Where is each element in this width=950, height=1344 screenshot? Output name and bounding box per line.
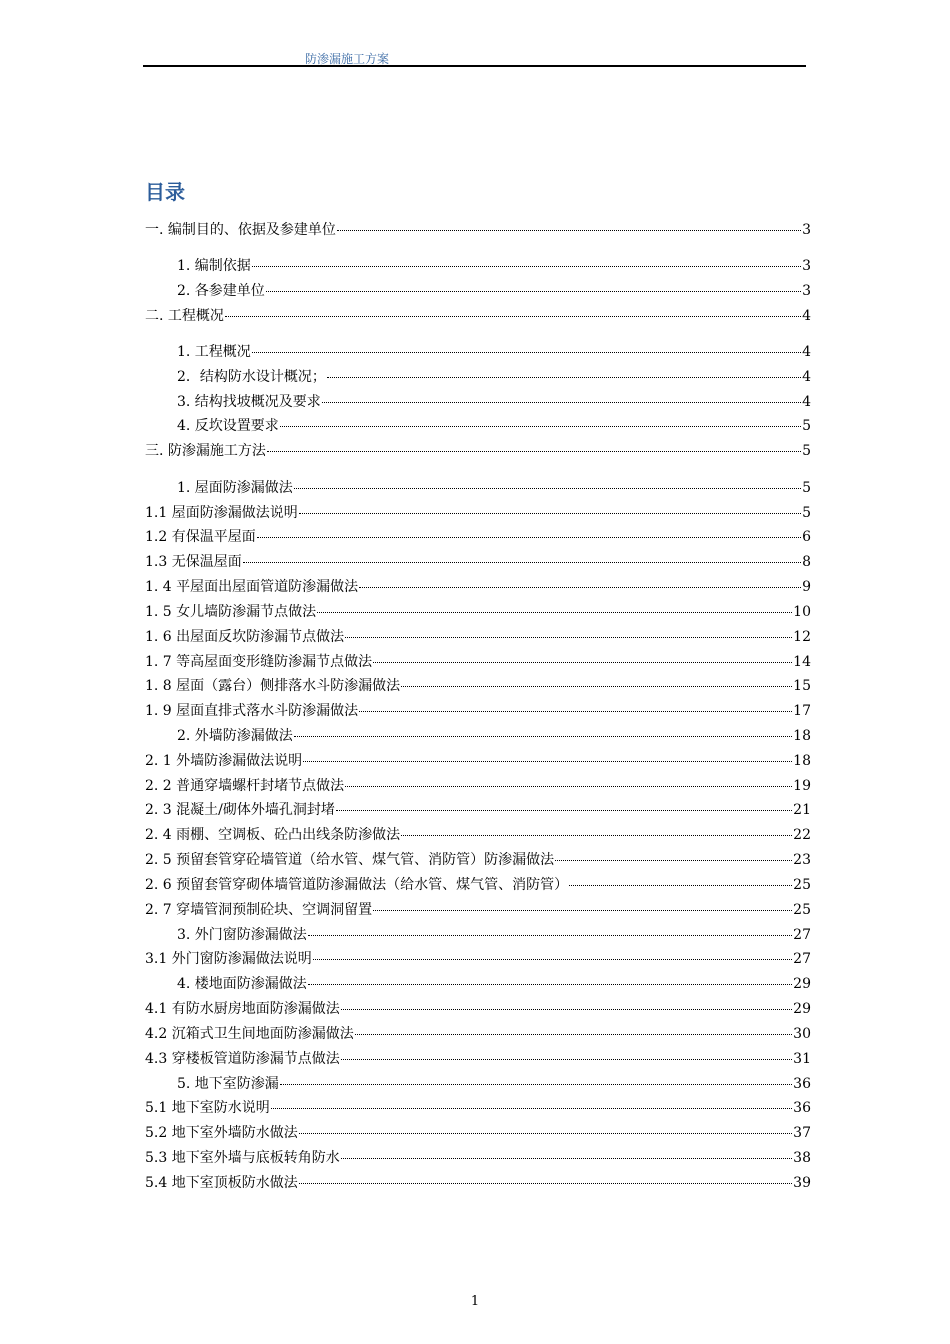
toc-entry-text: 1. 屋面防渗漏做法 [177,480,293,496]
toc-leader [271,1108,792,1109]
toc-entry-text: 1. 5 女儿墙防渗漏节点做法 [145,604,317,620]
toc-leader [252,266,801,267]
toc-entry[interactable] [145,416,811,436]
toc-entry-text: 三. 防渗漏施工方法 [145,443,266,459]
toc-entry-page: 27 [793,951,811,967]
toc-leader [294,488,801,489]
toc-entry[interactable] [145,577,811,597]
toc-entry[interactable] [145,999,811,1019]
toc-leader [345,786,792,787]
toc-entry[interactable] [145,1098,811,1118]
toc-entry[interactable] [145,342,811,362]
page-number: 1 [470,1294,480,1309]
toc-title: 目录 [145,180,185,204]
toc-entry-text: 一. 编制目的、依据及参建单位 [145,222,336,238]
toc-leader [327,377,801,378]
toc-entry-text: 4. 反坎设置要求 [177,418,279,434]
toc-entry[interactable] [145,800,811,820]
toc-entry-page: 3 [802,222,811,238]
toc-entry[interactable] [145,503,811,523]
toc-entry-page: 8 [802,554,811,570]
toc-entry-text: 2. 1 外墙防渗漏做法说明 [145,753,303,769]
toc-leader [299,513,801,514]
toc-entry-page: 18 [793,728,811,744]
toc-leader [359,587,801,588]
toc-entry-page: 39 [793,1175,811,1191]
toc-entry-page: 27 [793,927,811,943]
toc-leader [257,537,801,538]
toc-entry-page: 36 [793,1100,811,1116]
toc-leader [308,984,792,985]
toc-entry-page: 5 [802,443,811,459]
toc-entry[interactable] [145,552,811,572]
toc-entry-page: 9 [802,579,811,595]
toc-entry-text: 2. 3 混凝土/砌体外墙孔洞封堵 [145,802,335,818]
toc-entry[interactable] [145,1074,811,1094]
toc-entry-text: 3. 结构找坡概况及要求 [177,394,321,410]
toc-entry[interactable] [145,220,811,240]
toc-entry[interactable] [145,1173,811,1193]
toc-leader [336,810,792,811]
toc-entry-page: 19 [793,778,811,794]
toc-entry-text: 5.2 地下室外墙防水做法 [145,1125,298,1141]
toc-leader [337,230,801,231]
toc-entry[interactable] [145,527,811,547]
toc-leader [243,562,801,563]
toc-entry-page: 5 [802,480,811,496]
toc-entry-page: 5 [802,418,811,434]
toc-leader [341,1059,792,1060]
toc-entry-page: 3 [802,283,811,299]
toc-entry-page: 31 [793,1051,811,1067]
toc-entry-text: 2. 5 预留套管穿砼墙管道（给水管、煤气管、消防管）防渗漏做法 [145,852,555,868]
toc-entry[interactable] [145,751,811,771]
toc-leader [359,711,792,712]
toc-entry-text: 4.2 沉箱式卫生间地面防渗漏做法 [145,1026,354,1042]
toc-entry-text: 1. 9 屋面直排式落水斗防渗漏做法 [145,703,359,719]
toc-entry[interactable] [145,392,811,412]
toc-entry-text: 4. 楼地面防渗漏做法 [177,976,307,992]
toc-entry-page: 36 [793,1076,811,1092]
toc-leader [294,736,792,737]
toc-leader [355,1034,792,1035]
toc-leader [280,1084,792,1085]
toc-entry-page: 29 [793,1001,811,1017]
toc-entry-page: 15 [793,678,811,694]
toc-entry[interactable] [145,825,811,845]
toc-entry-text: 1. 编制依据 [177,258,251,274]
toc-entry-page: 18 [793,753,811,769]
toc-entry[interactable] [145,1148,811,1168]
toc-entry[interactable] [145,949,811,969]
toc-entry-text: 5.4 地下室顶板防水做法 [145,1175,298,1191]
toc-leader [345,637,792,638]
toc-entry-page: 21 [793,802,811,818]
toc-entry[interactable] [145,1049,811,1069]
toc-entry-text: 1. 6 出屋面反坎防渗漏节点做法 [145,629,345,645]
toc-entry[interactable] [145,974,811,994]
toc-leader [341,1158,792,1159]
toc-entry[interactable] [145,1024,811,1044]
toc-entry-text: 4.1 有防水厨房地面防渗漏做法 [145,1001,340,1017]
toc-leader [280,426,801,427]
toc-entry-text: 1. 工程概况 [177,344,251,360]
toc-entry-text: 3. 外门窗防渗漏做法 [177,927,307,943]
toc-entry-text: 1.1 屋面防渗漏做法说明 [145,505,298,521]
toc-entry[interactable] [145,850,811,870]
toc-entry-text: 2. 外墙防渗漏做法 [177,728,293,744]
toc-leader [373,910,792,911]
toc-entry-page: 4 [802,394,811,410]
toc-leader [317,612,792,613]
toc-entry[interactable] [145,1123,811,1143]
toc-entry[interactable] [145,627,811,647]
toc-entry[interactable] [145,676,811,696]
toc-entry-text: 二. 工程概况 [145,308,224,324]
toc-entry-text: 2. 6 预留套管穿砌体墙管道防渗漏做法（给水管、煤气管、消防管） [145,877,569,893]
toc-leader [341,1009,792,1010]
toc-entry[interactable] [145,256,811,276]
toc-entry-page: 5 [802,505,811,521]
toc-entry-text: 1.2 有保温平屋面 [145,529,256,545]
toc-entry-page: 29 [793,976,811,992]
toc-leader [266,291,801,292]
header-rule [143,65,806,67]
toc-entry[interactable] [145,306,811,326]
toc-entry-page: 17 [793,703,811,719]
toc-leader [308,935,792,936]
running-header: 防渗漏施工方案 [305,52,390,66]
toc-entry-text: 4.3 穿楼板管道防渗漏节点做法 [145,1051,340,1067]
toc-entry-text: 1. 8 屋面（露台）侧排落水斗防渗漏做法 [145,678,401,694]
toc-leader [322,402,801,403]
toc-leader [555,860,792,861]
toc-leader [303,761,792,762]
toc-entry-page: 30 [793,1026,811,1042]
toc-entry-text: 2. 各参建单位 [177,283,265,299]
toc-entry[interactable] [145,875,811,895]
toc-entry-page: 25 [793,877,811,893]
toc-entry[interactable] [145,281,811,301]
toc-entry-text: 1. 7 等高屋面变形缝防渗漏节点做法 [145,654,373,670]
toc-entry-page: 4 [802,344,811,360]
toc-entry-page: 4 [802,369,811,385]
toc-entry-page: 14 [793,654,811,670]
toc-leader [313,959,792,960]
toc-entry-page: 3 [802,258,811,274]
toc-entry[interactable] [145,441,811,461]
toc-leader [299,1133,792,1134]
toc-entry-page: 37 [793,1125,811,1141]
toc-leader [569,885,792,886]
toc-leader [373,662,792,663]
toc-entry[interactable] [145,701,811,721]
toc-leader [252,352,801,353]
toc-entry-page: 12 [793,629,811,645]
toc-entry[interactable] [145,652,811,672]
toc-entry-page: 10 [793,604,811,620]
toc-entry[interactable] [145,367,811,387]
toc-entry-text: 2. 2 普通穿墙螺杆封堵节点做法 [145,778,345,794]
toc-leader [267,451,801,452]
toc-leader [225,316,801,317]
toc-entry-page: 25 [793,902,811,918]
toc-entry-text: 3.1 外门窗防渗漏做法说明 [145,951,312,967]
toc-entry-text: 5.3 地下室外墙与底板转角防水 [145,1150,340,1166]
toc-entry[interactable] [145,726,811,746]
toc-entry-page: 23 [793,852,811,868]
toc-leader [299,1183,792,1184]
toc-entry[interactable] [145,602,811,622]
toc-leader [401,835,792,836]
toc-entry[interactable] [145,478,811,498]
toc-entry-page: 4 [802,308,811,324]
toc-entry-text: 1.3 无保温屋面 [145,554,242,570]
toc-entry-text: 2. 4 雨棚、空调板、砼凸出线条防渗做法 [145,827,401,843]
toc-entry-text: 2. 7 穿墙管洞预制砼块、空调洞留置 [145,902,373,918]
toc-entry-page: 38 [793,1150,811,1166]
toc-leader [401,686,792,687]
toc-entry-text: 5. 地下室防渗漏 [177,1076,279,1092]
toc-entry-page: 6 [802,529,811,545]
toc-entry-page: 22 [793,827,811,843]
toc-entry-text: 5.1 地下室防水说明 [145,1100,270,1116]
toc-entry-text: 1. 4 平屋面出屋面管道防渗漏做法 [145,579,359,595]
toc-entry[interactable] [145,900,811,920]
toc-entry-text: 2．结构防水设计概况； [177,369,326,385]
toc-entry[interactable] [145,776,811,796]
toc-entry[interactable] [145,925,811,945]
